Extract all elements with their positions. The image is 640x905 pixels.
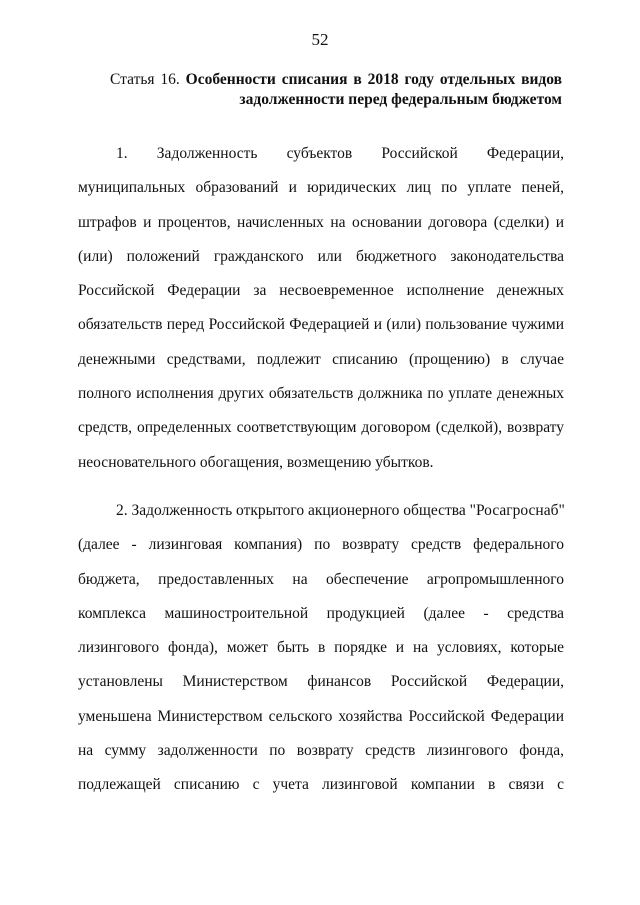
- text-line: комплекса машиностроительной продукцией (далее - средства: [78, 604, 564, 622]
- text-line: денежными средствами, подлежит списанию (прощению) в случае: [78, 350, 564, 368]
- text-line: бюджета, предоставленных на обеспечение агропромышленного: [78, 570, 564, 588]
- text-line: подлежащей списанию с учета лизинговой компании в связи с: [78, 776, 564, 794]
- article-number: Статья 16.: [110, 71, 180, 88]
- article-body: [78, 137, 564, 803]
- article-heading-line-1: [110, 70, 562, 90]
- article-heading: [110, 70, 562, 110]
- text-line: (или) положений гражданского или бюджетного законодательства: [78, 247, 564, 265]
- text-line: (далее - лизинговая компания) по возврату средств федерального: [78, 536, 564, 554]
- text-line: муниципальных образований и юридических лиц по уплате пеней,: [78, 179, 564, 197]
- text-line: на сумму задолженности по возврату средств лизингового фонда,: [78, 742, 564, 760]
- text-line: неосновательного обогащения, возмещению убытков.: [78, 453, 434, 471]
- page-number: 52: [311, 30, 329, 49]
- article-title-part-1: Особенности списания в 2018 году отдельных видов: [185, 71, 562, 88]
- article-title-part-2: задолженности перед федеральным бюджетом: [239, 91, 562, 108]
- text-line: уменьшена Министерством сельского хозяйства Российской Федерации: [78, 707, 564, 725]
- text-line: средств, определенных соответствующим договором (сделкой), возврату: [78, 419, 564, 437]
- text-line: полного исполнения других обязательств должника по уплате денежных: [78, 385, 564, 403]
- paragraph-2: [78, 494, 564, 803]
- text-line: обязательств перед Российской Федерацией и (или) пользование чужими: [78, 316, 564, 334]
- text-line: установлены Министерством финансов Российской Федерации,: [78, 673, 564, 691]
- text-line: штрафов и процентов, начисленных на основании договора (сделки) и: [78, 213, 564, 231]
- text-line: Российской Федерации за несвоевременное исполнение денежных: [78, 282, 564, 300]
- paragraph-spacer: [78, 480, 564, 494]
- paragraph-1: [78, 137, 564, 480]
- text-line: 1. Задолженность субъектов Российской Федерации,: [116, 145, 564, 162]
- text-line: лизингового фонда), может быть в порядке и на условиях, которые: [78, 639, 564, 657]
- text-line: 2. Задолженность открытого акционерного общества "Росагроснаб": [116, 501, 565, 519]
